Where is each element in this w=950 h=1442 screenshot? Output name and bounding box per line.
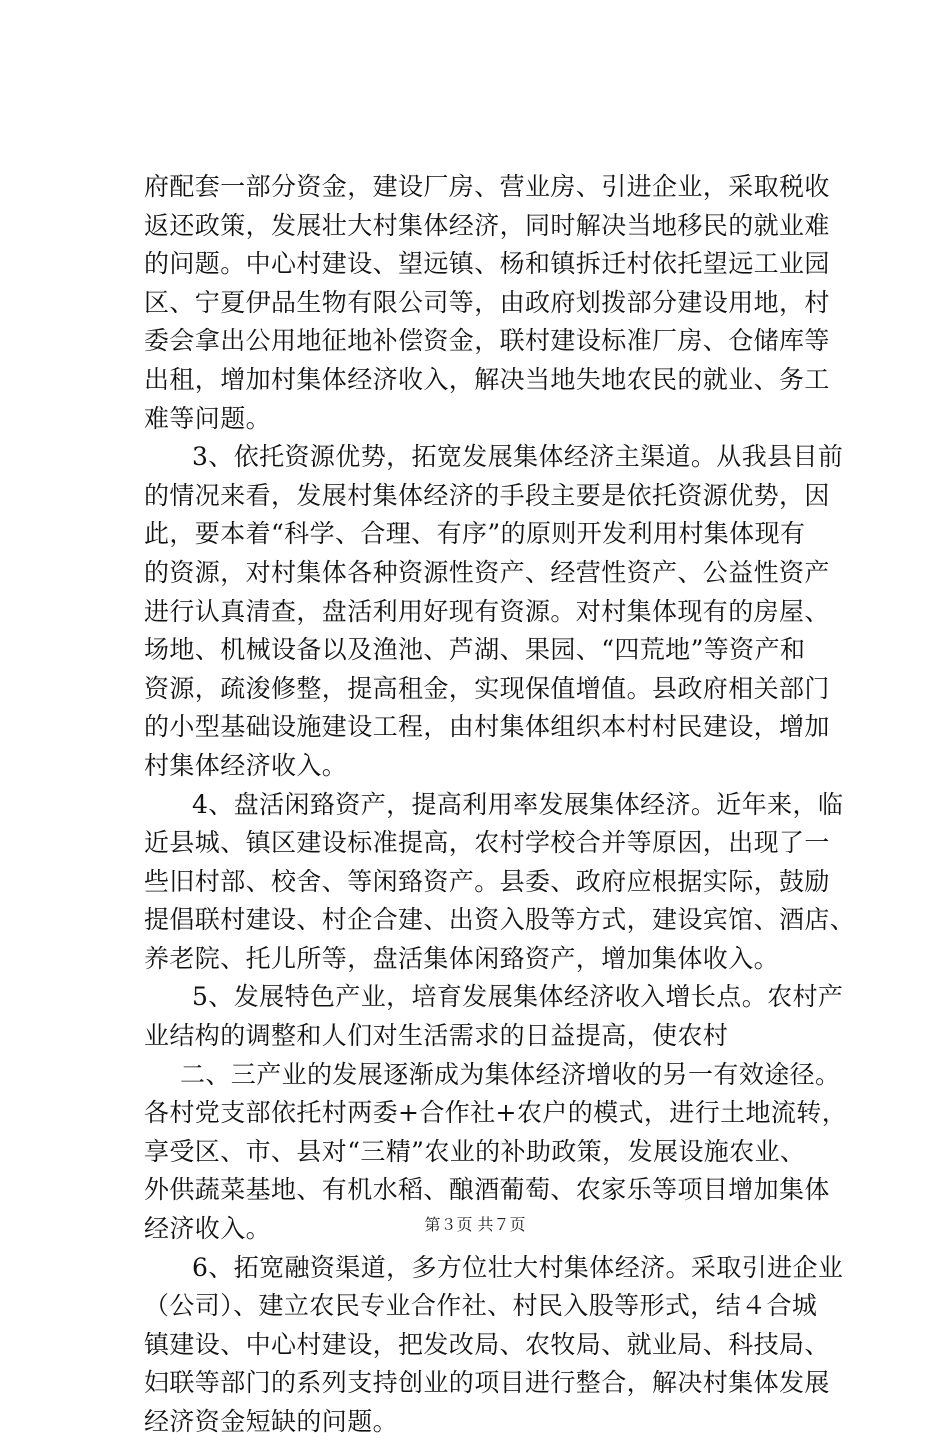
text-line: 村集体经济收入。 (144, 750, 348, 780)
text-line: 的问题。中心村建设、望远镇、杨和镇拆迁村依托望远工业园 (144, 249, 830, 279)
text-line: 出租，增加村集体经济收入，解决当地失地农民的就业、务工 (144, 364, 830, 394)
text-line: 4、盘活闲臵资产，提高利用率发展集体经济。近年来，临 (192, 789, 844, 819)
text-line: 外供蔬菜基地、有机水稻、酿酒葡萄、农家乐等项目增加集体 (144, 1175, 830, 1205)
text-line: 5、发展特色产业，培育发展集体经济收入增长点。农村产 (192, 982, 844, 1012)
text-line: 场地、机械设备以及渔池、芦湖、果园、“四荒地”等资产和 (144, 635, 806, 665)
text-line: 妇联等部门的系列支持创业的项目进行整合，解决村集体发展 (144, 1368, 830, 1398)
text-line: 府配套一部分资金，建设厂房、营业房、引进企业，采取税收 (144, 172, 830, 201)
text-line: 各村党支部依托村两委+合作社+农户的模式，进行土地流转， (144, 1098, 848, 1128)
text-line: 的资源，对村集体各种资源性资产、经营性资产、公益性资产 (144, 557, 830, 587)
text-line: 返还政策，发展壮大村集体经济，同时解决当地移民的就业难 (144, 210, 830, 240)
text-line: 进行认真清查，盘活利用好现有资源。对村集体现有的房屋、 (144, 596, 830, 626)
text-line: 3、依托资源优势，拓宽发展集体经济主渠道。从我县目前 (192, 442, 844, 472)
text-line: 经济资金短缺的问题。 (144, 1407, 399, 1436)
text-line: 些旧村部、校舍、等闲臵资产。县委、政府应根据实际，鼓励 (144, 866, 830, 896)
text-line: 提倡联村建设、村企合建、出资入股等方式，建设宾馆、酒店、 (144, 905, 856, 935)
text-line: 资源，疏浚修整，提高租金，实现保值增值。县政府相关部门 (144, 673, 830, 703)
text-line: 6、拓宽融资渠道，多方位壮大村集体经济。采取引进企业 (192, 1252, 844, 1282)
text-line: 二、三产业的发展逐渐成为集体经济增收的另一有效途径。 (180, 1059, 841, 1089)
text-line: 区、宁夏伊品生物有限公司等，由政府划拨部分建设用地，村 (144, 287, 830, 317)
text-line: 享受区、市、县对“三精”农业的补助政策，发展设施农业、 (144, 1136, 806, 1166)
text-line: 近县城、镇区建设标准提高，农村学校合并等原因，出现了一 (144, 828, 830, 858)
page-number-footer: 第３页 共７页 (424, 1215, 526, 1234)
text-line: 此，要本着“科学、合理、有序”的原则开发利用村集体现有 (144, 519, 806, 549)
text-line: 难等问题。 (144, 403, 272, 433)
text-line: 镇建设、中心村建设，把发改局、农牧局、就业局、科技局、 (144, 1329, 830, 1359)
document-body (144, 168, 856, 1442)
text-line: 委会拿出公用地征地补偿资金，联村建设标准厂房、仓储库等 (144, 326, 830, 356)
text-line: 的小型基础设施建设工程，由村集体组织本村村民建设，增加 (144, 712, 830, 742)
text-line: 经济收入。 (144, 1214, 272, 1244)
text-line: 的情况来看，发展村集体经济的手段主要是依托资源优势，因 (144, 480, 830, 510)
text-line: （公司）、建立农民专业合作社、村民入股等形式，结４合城 (144, 1291, 818, 1321)
text-line: 业结构的调整和人们对生活需求的日益提高，使农村 (144, 1021, 729, 1051)
text-line: 养老院、托儿所等，盘活集体闲臵资产，增加集体收入。 (144, 943, 780, 973)
